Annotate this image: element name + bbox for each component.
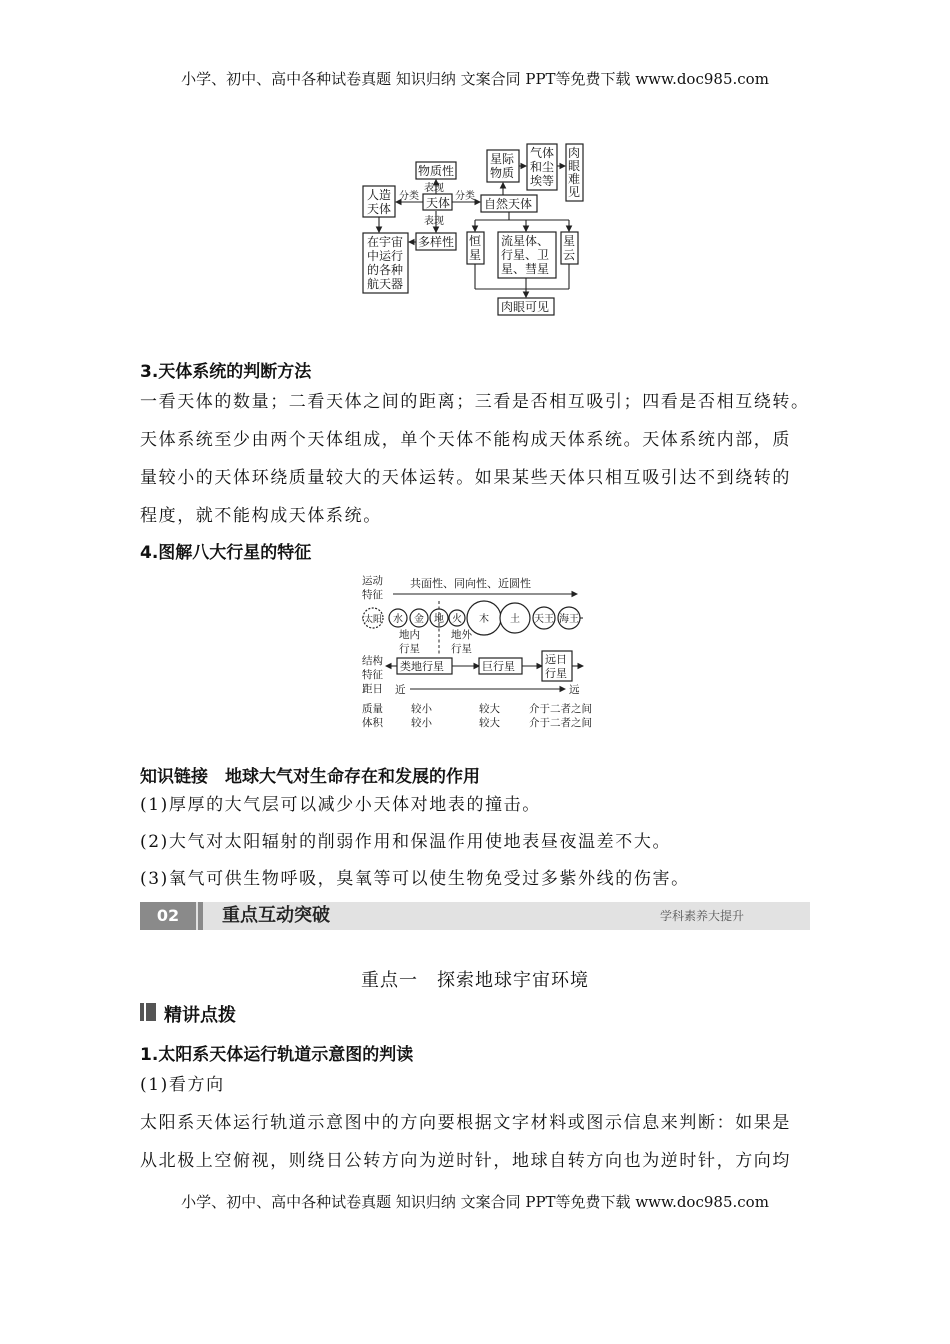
label-fenlei-right: 分类 bbox=[455, 191, 475, 202]
list-item: (2)大气对太阳辐射的削弱作用和保温作用使地表昼夜温差不大。 bbox=[140, 832, 672, 852]
label-features: 共面性、同向性、近圆性 bbox=[410, 577, 531, 590]
label-jin: 近 bbox=[395, 684, 406, 696]
section3-line: 程度，就不能构成天体系统。 bbox=[140, 506, 382, 526]
label-rengao-1: 人造 bbox=[367, 188, 392, 202]
label-yuanri-2: 行星 bbox=[545, 667, 567, 680]
label-mars: 火 bbox=[452, 614, 462, 625]
label-diwai-2: 行星 bbox=[451, 643, 472, 655]
label-juri: 距日 bbox=[362, 683, 383, 695]
label-qiti-1: 气体 bbox=[530, 146, 555, 160]
label-saturn: 土 bbox=[510, 614, 520, 625]
label-lei: 类地行星 bbox=[400, 660, 444, 673]
label-yanjian-3: 难 bbox=[568, 172, 581, 186]
label-yundong-1: 运动 bbox=[362, 575, 383, 587]
label-ju: 巨行星 bbox=[482, 660, 515, 673]
label-dinei-2: 行星 bbox=[399, 643, 420, 655]
label-hangtianqi-4: 航天器 bbox=[367, 277, 404, 291]
label-yuanri-1: 远日 bbox=[545, 653, 567, 666]
label-yanjian-2: 眼 bbox=[568, 159, 581, 173]
label-fenlei-left: 分类 bbox=[399, 191, 419, 202]
label-yr-v: 介于二者之间 bbox=[529, 717, 592, 729]
label-jiegou-1: 结构 bbox=[362, 655, 383, 667]
label-xingyun-1: 星 bbox=[563, 234, 576, 248]
list-item: (3)氧气可供生物呼吸，臭氧等可以使生物免受过多紫外线的伤害。 bbox=[140, 869, 690, 889]
label-qiti-2: 和尘 bbox=[530, 160, 555, 174]
label-biaoxian-top: 表现 bbox=[424, 183, 444, 194]
link-list bbox=[140, 787, 830, 898]
focus-line: 太阳系天体运行轨道示意图中的方向要根据文字材料或图示信息来判断：如果是 bbox=[140, 1113, 791, 1133]
label-liuxing-1: 流星体、 bbox=[501, 234, 550, 248]
label-yr-m: 介于二者之间 bbox=[529, 703, 592, 715]
label-rengao-2: 天体 bbox=[367, 202, 392, 216]
label-biaoxian-bottom: 表现 bbox=[424, 216, 444, 227]
section-marker-icon bbox=[140, 1003, 156, 1021]
label-wuzhixing: 物质性 bbox=[418, 164, 455, 178]
label-diwai-1: 地外 bbox=[451, 629, 472, 641]
label-neptune: 海王 bbox=[559, 614, 579, 625]
label-dinei-1: 地内 bbox=[399, 629, 420, 641]
label-yuan: 远 bbox=[569, 684, 580, 696]
focus-title: 重点一 探索地球宇宙环境 bbox=[361, 970, 589, 991]
focus-subtitle: 1.太阳系天体运行轨道示意图的判读 bbox=[140, 1045, 414, 1065]
section-banner bbox=[140, 902, 810, 930]
label-mercury: 水 bbox=[393, 614, 403, 625]
link-title: 知识链接 地球大气对生命存在和发展的作用 bbox=[140, 767, 480, 787]
section4-title: 4.图解八大行星的特征 bbox=[140, 543, 312, 563]
label-hangtianqi-2: 中运行 bbox=[367, 249, 404, 263]
list-item: (1)厚厚的大气层可以减少小天体对地表的撞击。 bbox=[140, 795, 541, 815]
label-sun: 太阳 bbox=[364, 615, 383, 625]
celestial-body-diagram bbox=[360, 138, 592, 320]
label-yundong-2: 特征 bbox=[362, 589, 383, 601]
label-lei-v: 较小 bbox=[411, 717, 432, 729]
label-yanjian-4: 见 bbox=[568, 185, 581, 199]
label-ju-m: 较大 bbox=[479, 703, 500, 715]
label-ziran: 自然天体 bbox=[484, 197, 533, 211]
label-qiti-3: 埃等 bbox=[530, 174, 555, 188]
section3-body bbox=[140, 383, 830, 535]
focus-line: 从北极上空俯视，则绕日公转方向为逆时针，地球自转方向也为逆时针，方向均 bbox=[140, 1151, 791, 1171]
section3-line: 量较小的天体环绕质量较大的天体运转。如果某些天体只相互吸引达不到绕转的 bbox=[140, 468, 791, 488]
label-earth: 地 bbox=[434, 614, 444, 625]
label-kejian: 肉眼可见 bbox=[501, 300, 550, 314]
banner-number: 02 bbox=[140, 902, 196, 930]
label-zhiliang: 质量 bbox=[362, 703, 383, 715]
banner-subtitle: 学科素养大提升 bbox=[659, 909, 744, 923]
focus-body bbox=[140, 1104, 830, 1180]
label-yanjian-1: 肉 bbox=[568, 146, 581, 160]
label-duoyangxing: 多样性 bbox=[418, 235, 455, 249]
label-tiji: 体积 bbox=[362, 717, 383, 729]
label-tianti: 天体 bbox=[426, 196, 451, 210]
label-xingyun-2: 云 bbox=[563, 248, 576, 262]
label-venus: 金 bbox=[414, 614, 424, 625]
label-liuxing-3: 星、彗星 bbox=[501, 262, 550, 276]
label-hangtianqi-3: 的各种 bbox=[367, 263, 404, 277]
label-uranus: 天王 bbox=[534, 614, 554, 625]
label-xingji-2: 物质 bbox=[490, 166, 515, 180]
label-liuxing-2: 行星、卫 bbox=[501, 248, 550, 262]
planets-diagram bbox=[358, 572, 594, 734]
label-jupiter: 木 bbox=[479, 614, 489, 625]
page-footer: 小学、初中、高中各种试卷真题 知识归纳 文案合同 PPT等免费下载 www.doc985.com bbox=[181, 1193, 769, 1211]
label-hengxing-1: 恒 bbox=[469, 234, 482, 248]
focus-tag: 精讲点拨 bbox=[164, 1005, 236, 1026]
section3-line: 一看天体的数量；二看天体之间的距离；三看是否相互吸引；四看是否相互绕转。 bbox=[140, 392, 810, 412]
section3-line: 天体系统至少由两个天体组成，单个天体不能构成天体系统。天体系统内部，质 bbox=[140, 430, 791, 450]
banner-title: 重点互动突破 bbox=[222, 905, 330, 926]
label-ju-v: 较大 bbox=[479, 717, 500, 729]
section3-title: 3.天体系统的判断方法 bbox=[140, 362, 312, 382]
focus-subheading: (1)看方向 bbox=[140, 1075, 225, 1095]
banner-divider bbox=[198, 902, 203, 930]
label-hengxing-2: 星 bbox=[469, 248, 482, 262]
label-xingji-1: 星际 bbox=[490, 152, 515, 166]
label-jiegou-2: 特征 bbox=[362, 669, 383, 681]
label-hangtianqi-1: 在宇宙 bbox=[367, 235, 404, 249]
label-lei-m: 较小 bbox=[411, 703, 432, 715]
page-header: 小学、初中、高中各种试卷真题 知识归纳 文案合同 PPT等免费下载 www.doc985.com bbox=[181, 70, 769, 88]
